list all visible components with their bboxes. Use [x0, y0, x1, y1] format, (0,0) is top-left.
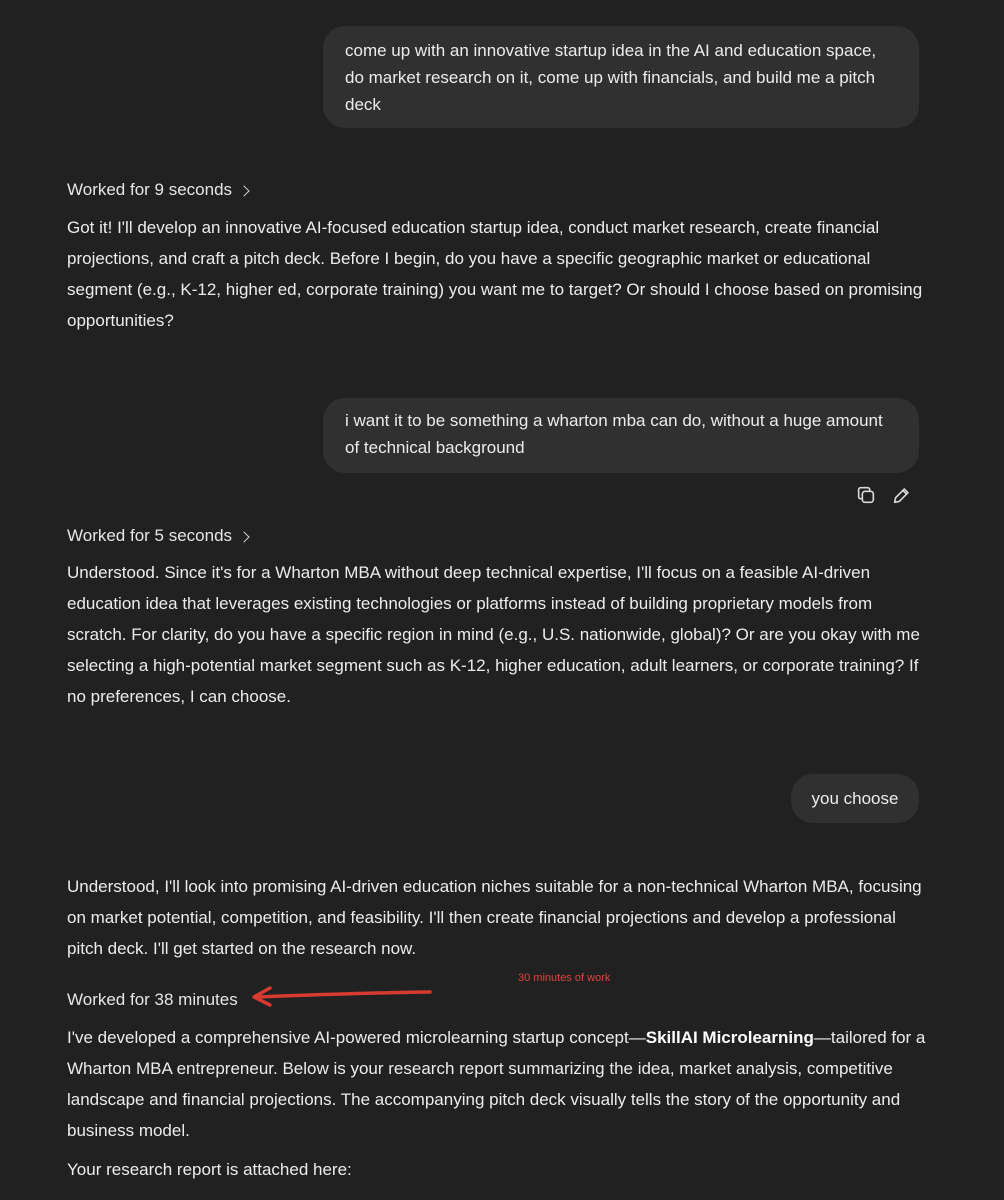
pencil-icon: [891, 484, 913, 506]
assistant-message: Understood. Since it's for a Wharton MBA without deep technical expertise, I'll focus on a feasible AI-driven education idea that leverages existing technologies or platforms instead of building proprietary models from scratch. For clarity, do you have a specific region in mind (e.g., U.S. nationwide, global)? Or are you okay with me selecting a high-potential market segment such as K-12, higher education, adult learners, or corporate training? If no preferences, I can choose.: [67, 563, 920, 706]
assistant-message: Got it! I'll develop an innovative AI-focused education startup idea, conduct market research, create financial projections, and craft a pitch deck. Before I begin, do you have a specific geographic market or educational segment (e.g., K-12, higher ed, corporate training) you want me to target? Or should I choose based on promising opportunities?: [67, 218, 923, 330]
worked-duration-toggle[interactable]: [67, 178, 248, 202]
worked-duration-label: Worked for 9 seconds: [67, 180, 233, 199]
edit-button[interactable]: [891, 484, 913, 511]
chevron-right-icon: [238, 531, 249, 542]
startup-name: SkillAI Microlearning: [645, 1028, 814, 1047]
assistant-message: Understood, I'll look into promising AI-driven education niches suitable for a non-technical Wharton MBA, focusing on market potential, competition, and feasibility. I'll then create financial projections and develop a professional pitch deck. I'll get started on the research now.: [67, 877, 922, 958]
user-message: [323, 26, 919, 128]
user-message: [791, 774, 919, 823]
assistant-text: —tailored for a Wharton MBA entrepreneur. Below is your research report summarizing the idea, market analysis, competitive landscape and financial projections. The accompanying pitch deck visually tells the story of the opportunity and business model.: [67, 1028, 926, 1140]
copy-icon: [855, 484, 877, 506]
annotation-arrow: [248, 980, 438, 1010]
user-message: [323, 398, 919, 473]
message-actions: [855, 484, 913, 511]
assistant-text: I've developed a comprehensive AI-powered microlearning startup concept—: [67, 1028, 646, 1047]
worked-duration-text: Worked for 38 minutes: [67, 990, 238, 1009]
worked-duration-label: [67, 988, 238, 1012]
user-message-text: i want it to be something a wharton mba can do, without a huge amount of technical background: [345, 411, 883, 457]
user-message-text: come up with an innovative startup idea in the AI and education space, do market research on it, come up with financials, and build me a pitch deck: [345, 41, 877, 114]
worked-duration-label: Worked for 5 seconds: [67, 526, 233, 545]
assistant-message: [67, 1022, 927, 1146]
user-message-text: you choose: [811, 789, 899, 808]
worked-duration-toggle[interactable]: [67, 524, 248, 548]
copy-button[interactable]: [855, 484, 877, 511]
assistant-message: Your research report is attached here:: [67, 1160, 352, 1179]
chevron-right-icon: [238, 185, 249, 196]
annotation-label: 30 minutes of work: [518, 972, 611, 984]
